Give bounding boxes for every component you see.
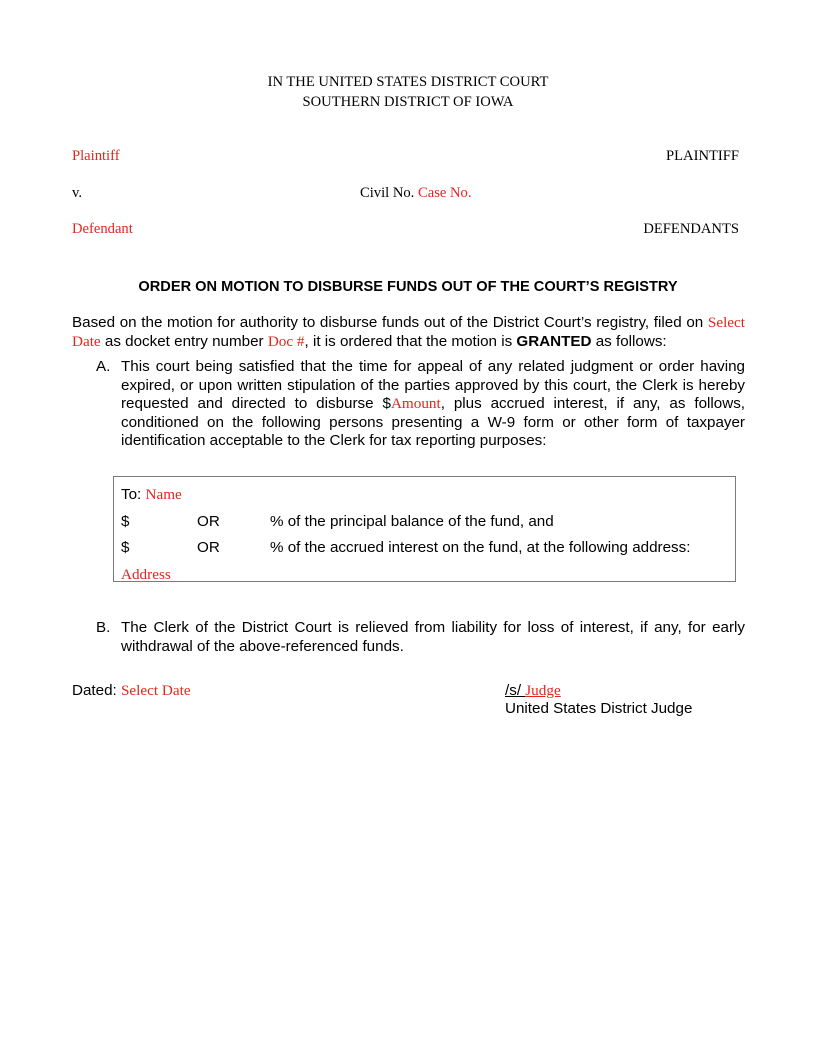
intro-text-3: , it is ordered that the motion is [304,332,517,350]
intro-text-1: Based on the motion for authority to disburse funds out of the District Court’s registry, filed on [72,314,704,331]
intro-text-2: as docket entry number [100,332,268,350]
docket-number-field[interactable]: Doc # [267,332,305,350]
defendant-label: DEFENDANTS [643,221,739,237]
amount-field[interactable]: Amount [390,395,441,413]
signature-date-field[interactable]: Select Date [120,682,191,699]
dated-line [72,682,191,700]
item-a-text-1: This court being satisfied that the time for appeal of any related judgment or order having expired, or upon written stipulation of the parties approved by this court, the Clerk is hereby requested and directed to disburse $ [121,358,745,413]
versus-label: v. [72,185,82,201]
principal-or: OR [197,513,220,530]
order-intro [72,314,745,351]
interest-percent-text: % of the accrued interest on the fund, at the following address: [270,539,691,556]
defendant-field[interactable]: Defendant [72,221,133,237]
payee-box [113,476,736,582]
signature-line [505,682,561,700]
filed-date-field[interactable]: Select Date [72,314,745,350]
item-b-text: The Clerk of the District Court is relieved from liability for loss of interest, if any, for early withdrawal of the above-referenced funds. [121,619,745,655]
address-field[interactable]: Address [121,566,171,583]
civil-no-label: Civil No. [360,185,415,201]
interest-or: OR [197,539,220,556]
judge-title: United States District Judge [505,700,693,717]
to-label: To: [121,486,142,503]
payee-name-field[interactable]: Name [145,486,182,503]
case-number-field[interactable]: Case No. [417,185,472,201]
payee-to-line [121,486,182,504]
judge-name-field[interactable]: Judge [525,682,561,699]
plaintiff-label: PLAINTIFF [666,148,739,164]
court-name: IN THE UNITED STATES DISTRICT COURT [267,74,549,90]
item-a-text [121,358,745,451]
civil-number [360,185,472,202]
court-district: SOUTHERN DISTRICT OF IOWA [302,94,514,110]
interest-dollar[interactable]: $ [121,539,130,556]
granted-label: GRANTED [516,332,592,350]
item-a-text-2: , plus accrued interest, if any, as follows, conditioned on the following persons presenting a W-9 form or other form of taxpayer identification acceptable to the Clerk for tax reporting purposes: [121,395,746,450]
item-a-letter: A. [96,358,111,375]
signature-prefix: /s/ [505,682,526,699]
order-title: ORDER ON MOTION TO DISBURSE FUNDS OUT OF THE COURT’S REGISTRY [138,279,678,295]
intro-text-4: as follows: [591,332,667,350]
principal-percent-text: % of the principal balance of the fund, and [270,513,554,530]
item-b-letter: B. [96,619,111,636]
principal-dollar[interactable]: $ [121,513,130,530]
plaintiff-field[interactable]: Plaintiff [72,148,120,164]
dated-label: Dated: [72,682,117,699]
